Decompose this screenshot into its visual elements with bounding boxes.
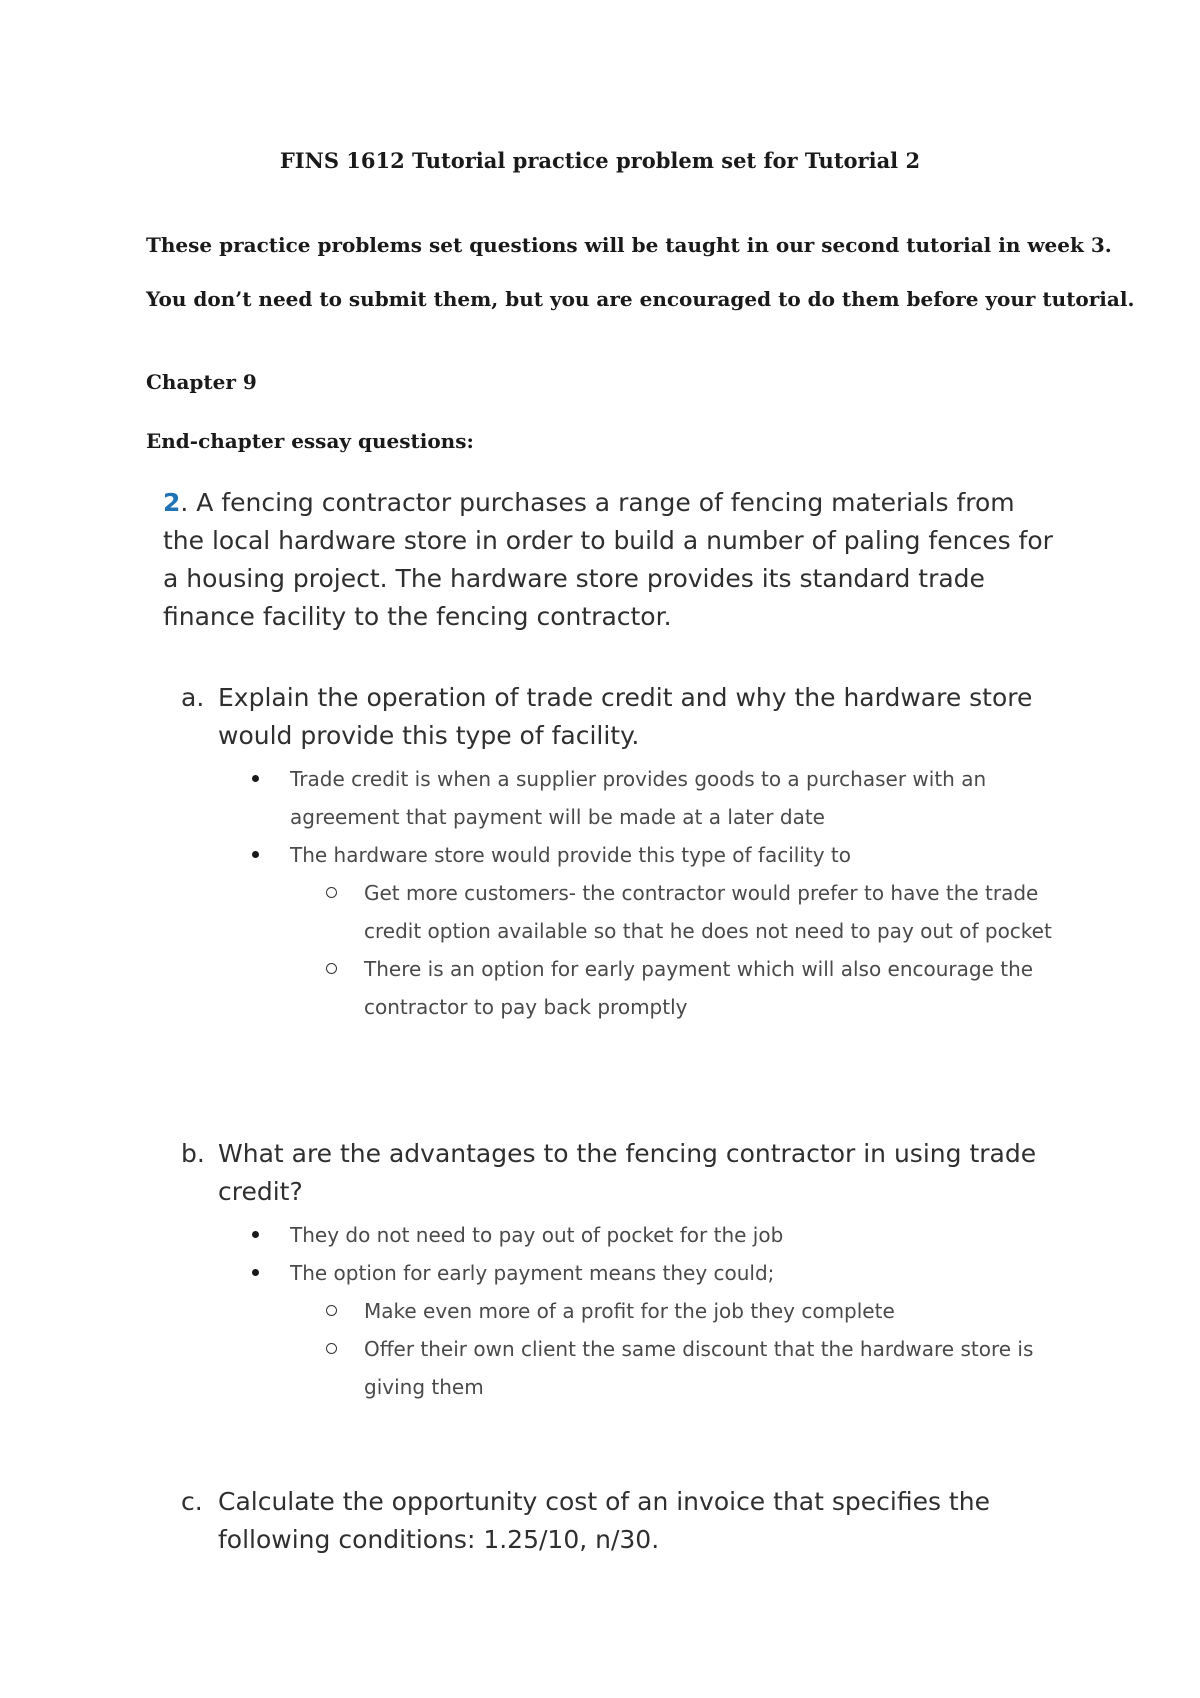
bullet-icon	[250, 760, 290, 836]
list-item	[250, 836, 1070, 874]
bullet-text: The hardware store would provide this type of facility to	[290, 843, 851, 867]
part-b-text: What are the advantages to the fencing contractor in using trade credit?	[218, 1139, 1037, 1206]
list-item	[324, 874, 1070, 950]
hollow-bullet-icon	[324, 874, 364, 950]
bullet-text: They do not need to pay out of pocket for the job	[290, 1223, 784, 1247]
part-a-letter: a.	[181, 683, 205, 712]
bullet-text: The option for early payment means they could;	[290, 1261, 775, 1285]
bullet-icon	[250, 836, 290, 874]
list-item	[250, 1216, 1070, 1254]
sub-list	[324, 1292, 1070, 1406]
intro-line-1: These practice problems set questions will be taught in our second tutorial in week 3.	[146, 233, 1112, 257]
sub-bullet-text: Offer their own client the same discount that the hardware store is giving them	[364, 1337, 1034, 1399]
document-title: FINS 1612 Tutorial practice problem set for Tutorial 2	[279, 148, 921, 173]
part-a-text: Explain the operation of trade credit and why the hardware store would provide this type of facility.	[218, 683, 1033, 750]
bullet-icon	[250, 1254, 290, 1292]
part-c-letter: c.	[181, 1487, 203, 1516]
intro-line-2: You don’t need to submit them, but you are encouraged to do them before your tutorial.	[146, 287, 1135, 311]
question-number: 2	[163, 488, 181, 517]
chapter-heading: Chapter 9	[146, 370, 257, 394]
sub-list	[324, 874, 1070, 1026]
part-a-answers	[250, 760, 1070, 1026]
part-c	[181, 1483, 1061, 1559]
list-item	[324, 950, 1070, 1026]
part-a	[181, 679, 1061, 755]
essay-questions-heading: End-chapter essay questions:	[146, 429, 474, 453]
bullet-text: Trade credit is when a supplier provides goods to a purchaser with an agreement that payment will be made at a later date	[290, 767, 987, 829]
hollow-bullet-icon	[324, 950, 364, 1026]
part-b-answers	[250, 1216, 1070, 1406]
part-b-letter: b.	[181, 1139, 205, 1168]
list-item	[324, 1292, 1070, 1330]
sub-bullet-text: Get more customers- the contractor would prefer to have the trade credit option available so that he does not need to pay out of pocket	[364, 881, 1052, 943]
part-c-text: Calculate the opportunity cost of an invoice that specifies the following conditions: 1.25/10, n/30.	[218, 1487, 990, 1554]
part-b	[181, 1135, 1061, 1211]
hollow-bullet-icon	[324, 1330, 364, 1406]
list-item	[250, 760, 1070, 836]
question-2	[163, 484, 1063, 636]
sub-bullet-text: There is an option for early payment which will also encourage the contractor to pay back promptly	[364, 957, 1034, 1019]
bullet-icon	[250, 1216, 290, 1254]
question-text: . A fencing contractor purchases a range of fencing materials from the local hardware store in order to build a number of paling fences for a housing project. The hardware store provides its standard trade finance facility to the fencing contractor.	[163, 488, 1053, 631]
list-item	[324, 1330, 1070, 1406]
hollow-bullet-icon	[324, 1292, 364, 1330]
list-item	[250, 1254, 1070, 1292]
sub-bullet-text: Make even more of a profit for the job they complete	[364, 1299, 895, 1323]
